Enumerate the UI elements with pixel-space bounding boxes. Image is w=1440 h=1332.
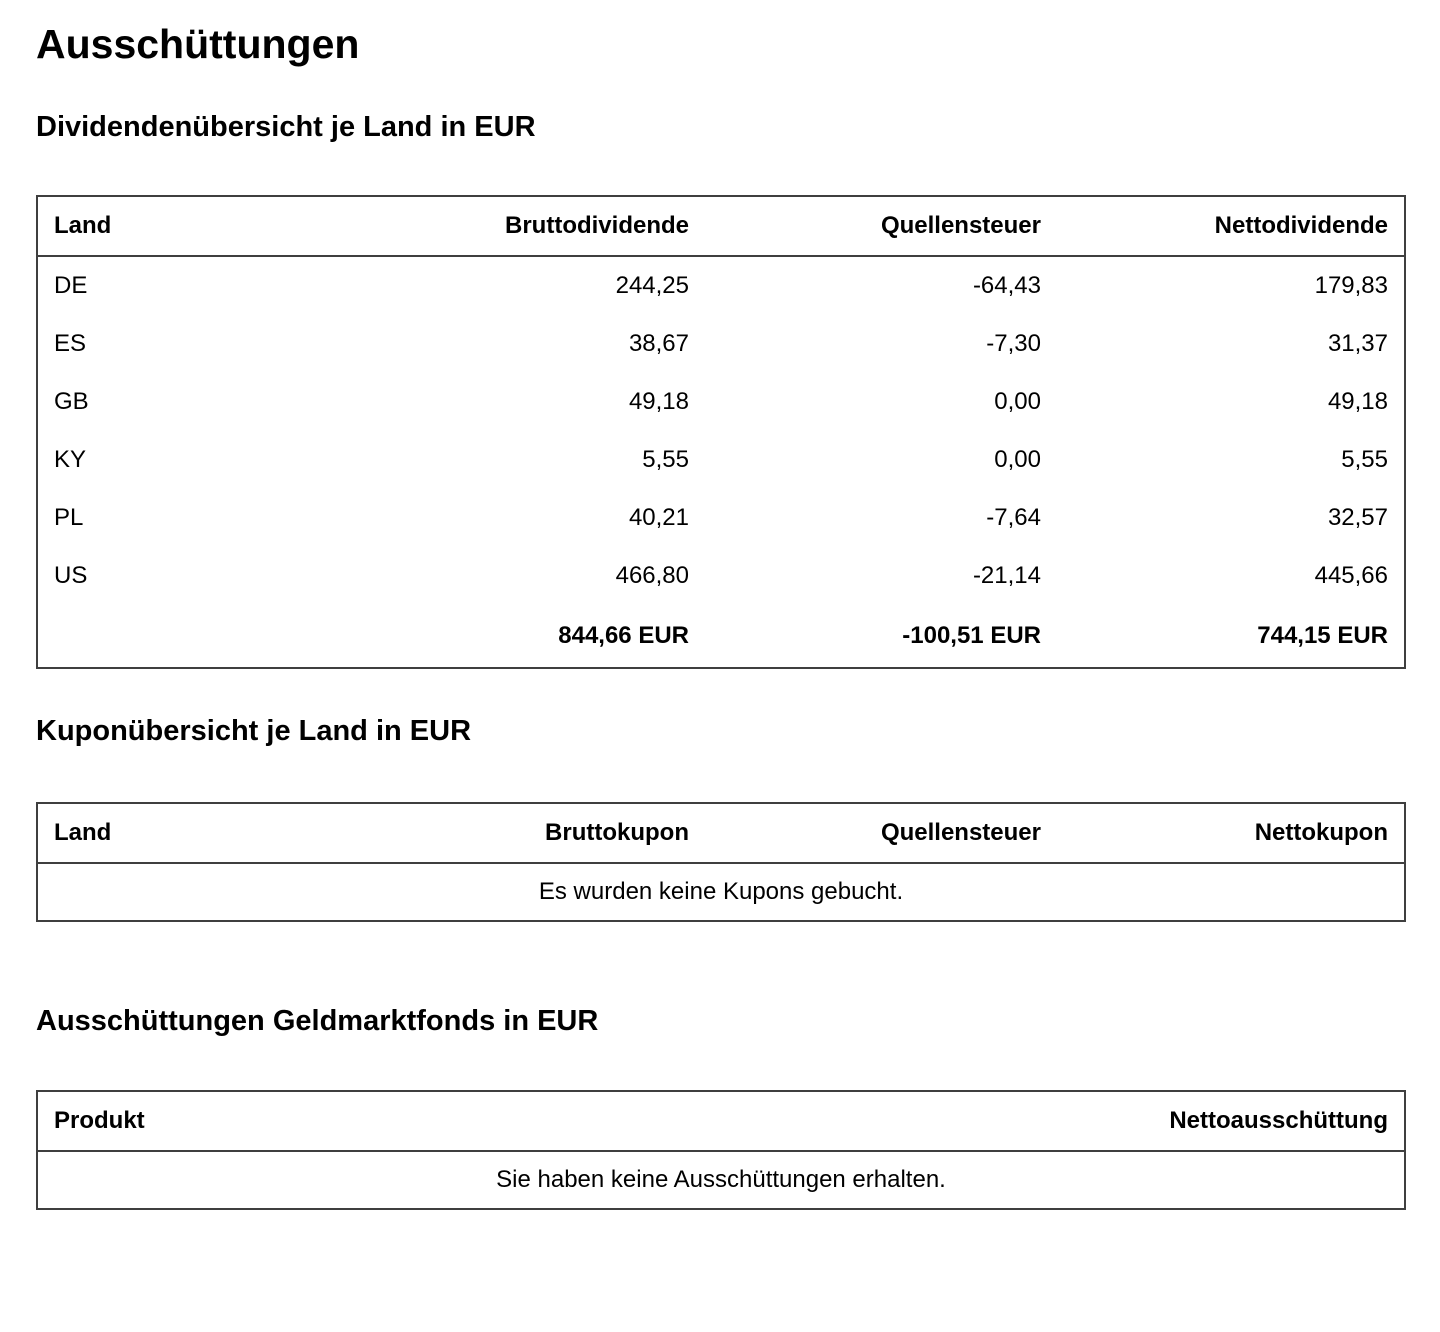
- dividends-header-row: [37, 196, 1405, 256]
- cell-quellensteuer: -21,14: [972, 562, 1041, 589]
- dividends-total-row: [37, 605, 1405, 668]
- moneymarket-header-row: [37, 1091, 1405, 1151]
- cell-land: ES: [54, 330, 87, 357]
- cell-quellensteuer: -7,30: [986, 330, 1041, 357]
- moneymarket-table: [36, 1090, 1406, 1210]
- coupons-empty-row: [37, 863, 1405, 921]
- cell-quellensteuer: -7,64: [986, 504, 1041, 531]
- cell-nettodividende: 445,66: [1314, 562, 1388, 589]
- table-row: [37, 315, 1405, 373]
- moneymarket-empty-message: Sie haben keine Ausschüttungen erhalten.: [496, 1166, 946, 1193]
- cell-bruttodividende: 38,67: [628, 330, 689, 357]
- moneymarket-section-heading: Ausschüttungen Geldmarktfonds in EUR: [36, 1005, 599, 1037]
- table-row: [37, 256, 1405, 315]
- cell-bruttodividende: 466,80: [615, 562, 689, 589]
- cell-total-nettodividende: 744,15 EUR: [1257, 622, 1388, 649]
- moneymarket-empty-row: [37, 1151, 1405, 1209]
- table-row: [37, 547, 1405, 605]
- cell-quellensteuer: -64,43: [972, 272, 1041, 299]
- dividends-table: [36, 195, 1406, 669]
- cell-nettodividende: 32,57: [1327, 504, 1388, 531]
- dividends-col-header-land: Land: [54, 212, 112, 239]
- cell-land: DE: [54, 272, 88, 299]
- dividends-col-header-bruttodividende: Bruttodividende: [505, 212, 689, 239]
- dividends-section-heading: Dividendenübersicht je Land in EUR: [36, 111, 536, 143]
- coupons-col-header-land: Land: [54, 819, 112, 846]
- cell-nettodividende: 31,37: [1327, 330, 1388, 357]
- cell-nettodividende: 5,55: [1341, 446, 1388, 473]
- coupons-col-header-quellensteuer: Quellensteuer: [880, 819, 1041, 846]
- coupons-header-row: [37, 803, 1405, 863]
- coupons-table: [36, 802, 1406, 922]
- dividends-col-header-nettodividende: Nettodividende: [1214, 212, 1388, 239]
- coupons-col-header-nettokupon: Nettokupon: [1254, 819, 1388, 846]
- document-page: [0, 20, 1440, 1210]
- cell-land: KY: [54, 446, 87, 473]
- cell-nettodividende: 49,18: [1327, 388, 1388, 415]
- cell-total-bruttodividende: 844,66 EUR: [558, 622, 689, 649]
- cell-bruttodividende: 244,25: [615, 272, 689, 299]
- cell-quellensteuer: 0,00: [994, 388, 1041, 415]
- moneymarket-col-header-nettoausschuettung: Nettoausschüttung: [1169, 1107, 1388, 1134]
- cell-total-quellensteuer: -100,51 EUR: [902, 622, 1041, 649]
- cell-bruttodividende: 49,18: [628, 388, 689, 415]
- cell-total-spacer: [37, 605, 353, 668]
- cell-nettodividende: 179,83: [1314, 272, 1388, 299]
- table-row: [37, 431, 1405, 489]
- cell-land: PL: [54, 504, 84, 531]
- cell-land: GB: [54, 388, 89, 415]
- cell-bruttodividende: 5,55: [642, 446, 689, 473]
- dividends-col-header-quellensteuer: Quellensteuer: [880, 212, 1041, 239]
- cell-land: US: [54, 562, 88, 589]
- coupons-empty-message: Es wurden keine Kupons gebucht.: [538, 878, 904, 905]
- page-title: Ausschüttungen: [36, 21, 360, 67]
- moneymarket-col-header-produkt: Produkt: [54, 1107, 145, 1134]
- coupons-section-heading: Kuponübersicht je Land in EUR: [36, 715, 472, 747]
- coupons-col-header-bruttokupon: Bruttokupon: [545, 819, 689, 846]
- table-row: [37, 373, 1405, 431]
- cell-bruttodividende: 40,21: [628, 504, 689, 531]
- cell-quellensteuer: 0,00: [994, 446, 1041, 473]
- table-row: [37, 489, 1405, 547]
